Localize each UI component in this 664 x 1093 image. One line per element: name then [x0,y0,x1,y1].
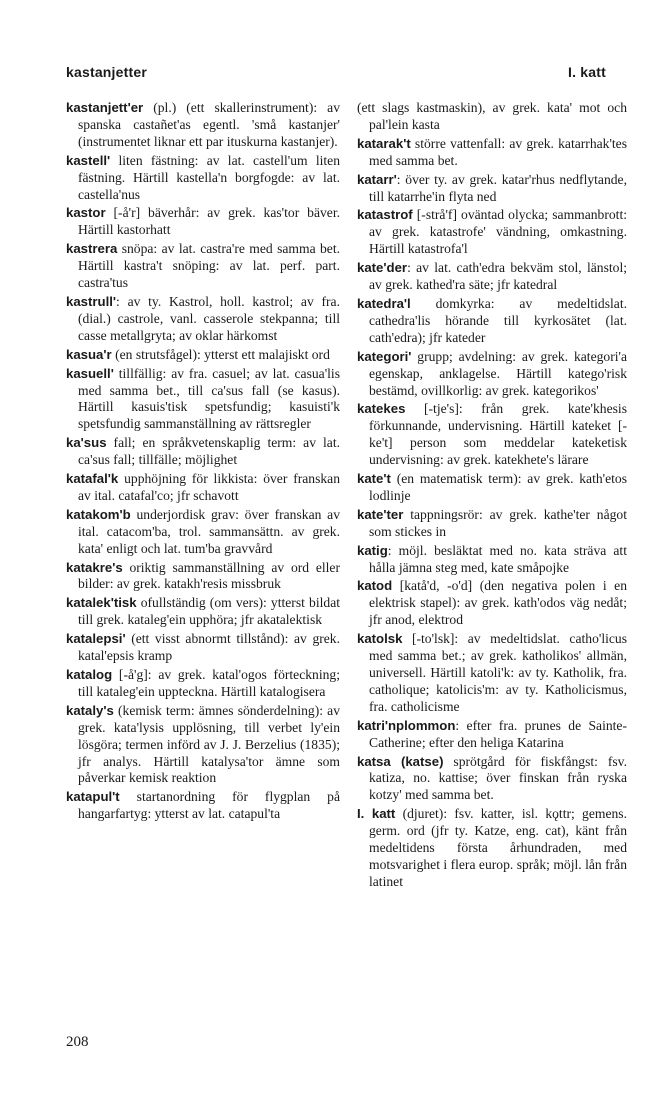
dictionary-entry [357,806,627,891]
dictionary-entry [66,205,340,239]
entry-headword: katafal'k [66,471,119,487]
dictionary-entry [357,543,627,577]
entry-definition: (pl.) (ett skallerinstrument): av spanska castañet'as egentl. 'små kastanjer' (instrumentet liknar ett par ituskurna kastanjer). [78,100,340,149]
dictionary-entry [66,241,340,292]
entry-definition: : efter fra. prunes de Sainte-Catherine; efter den heliga Katarina [369,717,627,750]
dictionary-entry [357,172,627,206]
entry-headword: kate't [357,471,391,487]
dictionary-entry [66,366,340,434]
dictionary-entry [66,789,340,823]
dictionary-entry [66,294,340,345]
dictionary-entry [357,507,627,541]
entry-definition: (djuret): fsv. katter, isl. kǫttr; gemens. germ. ord (jfr ty. Katze, eng. cat), känt från medeltidens första århundraden, med motsvarighet i flera europ. språk; möjl. lån från latinet [369,806,627,889]
entry-headword: katastrof [357,207,413,223]
page-number: 208 [66,1034,89,1050]
dictionary-entry [357,754,627,805]
entry-definition: upphöjning för likkista: över franskan av ital. catafal'co; jfr schavott [78,471,340,503]
entry-definition: startanordning för flygplan på hangarfartyg: ytterst av lat. catapul'ta [78,789,340,822]
entry-definition: grupp; avdelning: av grek. kategori'a egenskap, anklagelse. Härtill katego'risk bestämd, ovillkorlig: av grek. kategorikos' [369,348,627,398]
entry-headword: kasua'r [66,346,112,362]
entry-definition: tappningsrör: av grek. kathe'ter något som stickes in [369,506,627,539]
dictionary-entry [357,100,627,134]
entry-definition: [-strå'f] oväntad olycka; sammanbrott: av grek. katastrofe' vändning, omkastning. Härtill katastrofa'l [369,207,627,257]
entry-definition: [-å'g]: av grek. katal'ogos förteckning; till kataleg'ein uppteckna. Härtill katalogisera [78,667,340,699]
entry-headword: katakom'b [66,506,131,522]
dictionary-entry [357,471,627,505]
entry-headword: kastrera [66,241,118,257]
entry-headword: katarr' [357,171,397,187]
dictionary-entry [357,718,627,752]
entry-headword: kastrull' [66,293,117,309]
entry-definition: oriktig sammanställning av ord eller bilder: av grek. katakh'resis missbruk [78,559,340,592]
dictionary-entry [66,347,340,364]
left-column [66,100,340,825]
entry-headword: katalog [66,667,113,682]
entry-definition: liten fästning: av lat. castell'um liten fästning. Härtill kastella'n borgfogde: av lat. castella'nus [78,152,340,202]
entry-definition: [-tje's]: från grek. kate'khesis förkunnande, undervisning. Härtill kateket [-ke't] person som meddelar kateketisk undervisning: av grek. katekhete's lärare [369,401,627,468]
entry-definition: (kemisk term: ämnes sönderdelning): av grek. kata'lysis upplösning, till verbet ly'ein lösgöra; termen införd av J. J. Berzelius (1835); jfr analys. Härtill katalysa'tor ämne som påverkar kemisk reaktion [78,702,340,786]
dictionary-entry [66,153,340,204]
entry-headword: kate'der [357,260,408,276]
dictionary-entry [66,560,340,594]
dictionary-entry [357,349,627,400]
entry-headword: katalepsi' [66,631,126,647]
entry-definition: fall; en språkvetenskaplig term: av lat. ca'sus fall; tillfälle; möjlighet [78,435,340,468]
entry-headword: kasuell' [66,365,114,381]
dictionary-entry [66,667,340,701]
dictionary-entry [357,136,627,170]
entry-definition: snöpa: av lat. castra're med samma bet. Härtill kastra't snöping: av lat. perf. part. castra'tus [78,241,340,291]
dictionary-entry [66,435,340,469]
entry-definition: ofullständig (om vers): ytterst bildat till grek. kataleg'ein upphöra; jfr akatalektisk [78,595,340,628]
dictionary-entry [66,631,340,665]
dictionary-entry [66,100,340,151]
entry-definition: [-to'lsk]: av medeltidslat. catho'licus med samma bet.; av grek. katholikos' allmän, universell. Härtill katoli'k: av ty. Katholik, fra. catholique; katolicis'm: av ty. Katholicismus, fra. catholicisme [369,631,627,714]
entry-headword: kastor [66,205,106,221]
dictionary-entry [357,631,627,716]
entry-definition: [katå'd, -o'd] (den negativa polen i en elektrisk stapel): av grek. kath'odos väg nedåt; jfr anod, elektrod [369,578,627,628]
entry-headword: I. katt [357,806,396,822]
dictionary-entry [66,507,340,558]
entry-headword: kastell' [66,152,111,168]
entry-definition: (ett slags kastmaskin), av grek. kata' mot och pal'lein kasta [357,100,627,132]
entry-headword: katolsk [357,631,403,647]
entry-headword: kastanjett'er [66,100,144,115]
running-header-right: I. katt [568,64,606,80]
entry-definition: : av ty. Kastrol, holl. kastrol; av fra. (dial.) castrole, vanl. casserole stekpanna; till casse metallgryta; av oklar härkomst [78,293,340,343]
entry-definition: (en matematisk term): av grek. kath'etos lodlinje [369,471,627,503]
dictionary-entry [357,578,627,629]
entry-definition: tillfällig: av fra. casuel; av lat. casua'lis med samma bet., till ca'sus fall (se kasus). Härtill kasuis'tisk spetsfundig; kasuisti'k spetsfundig sammanställning av rättsregler [78,365,340,432]
entry-definition: sprötgård för fiskfångst: fsv. katiza, no. kattise; över finskan från ryska kotzy' med samma bet. [369,753,627,803]
entry-headword: katarak't [357,135,411,151]
entry-headword: kategori' [357,348,412,364]
entry-headword: katekes [357,401,406,417]
entry-definition: underjordisk grav: över franskan av ital. catacom'ba, trol. sammansättn. av grek. kata' enligt och lat. tum'ba gravvård [78,506,340,556]
dictionary-entry [357,296,627,347]
entry-definition: : av lat. cath'edra bekväm stol, länstol; av grek. kathed'ra säte; jfr katedral [369,260,627,293]
entry-headword: katedra'l [357,295,411,311]
dictionary-entry [357,207,627,258]
entry-headword: ka'sus [66,435,107,451]
entry-headword: katapul't [66,789,120,805]
entry-definition: : över ty. av grek. katar'rhus nedflytande, till katarrhe'in flyta ned [369,171,627,204]
dictionary-entry [66,471,340,505]
entry-definition: större vattenfall: av grek. katarrhak'tes med samma bet. [369,135,627,168]
entry-headword: katalek'tisk [66,595,137,611]
dictionary-entry [66,703,340,788]
dictionary-entry [357,260,627,294]
running-header-left: kastanjetter [66,64,147,80]
entry-headword: katod [357,578,393,594]
entry-definition: : möjl. besläktat med no. kata sträva att hålla jämna steg med, kate småpojke [369,542,627,575]
dictionary-entry [357,401,627,469]
entry-definition: (en strutsfågel): ytterst ett malajiskt ord [111,346,330,362]
entry-definition: (ett visst abnormt tillstånd): av grek. katal'epsis kramp [78,631,340,664]
right-column [357,100,627,893]
entry-definition: domkyrka: av medeltidslat. cathedra'lis hörande till kyrkosätet (lat. cath'edra); jfr kateder [369,295,627,345]
entry-headword: kate'ter [357,506,404,522]
entry-headword: katri'nplommon [357,717,456,733]
entry-definition: [-å'r] bäverhår: av grek. kas'tor bäver. Härtill kastorhatt [78,205,340,238]
entry-headword: katakre's [66,559,123,575]
dictionary-entry [66,595,340,629]
entry-headword: kataly's [66,702,114,718]
entry-headword: katsa (katse) [357,753,444,769]
entry-headword: katig [357,542,388,558]
